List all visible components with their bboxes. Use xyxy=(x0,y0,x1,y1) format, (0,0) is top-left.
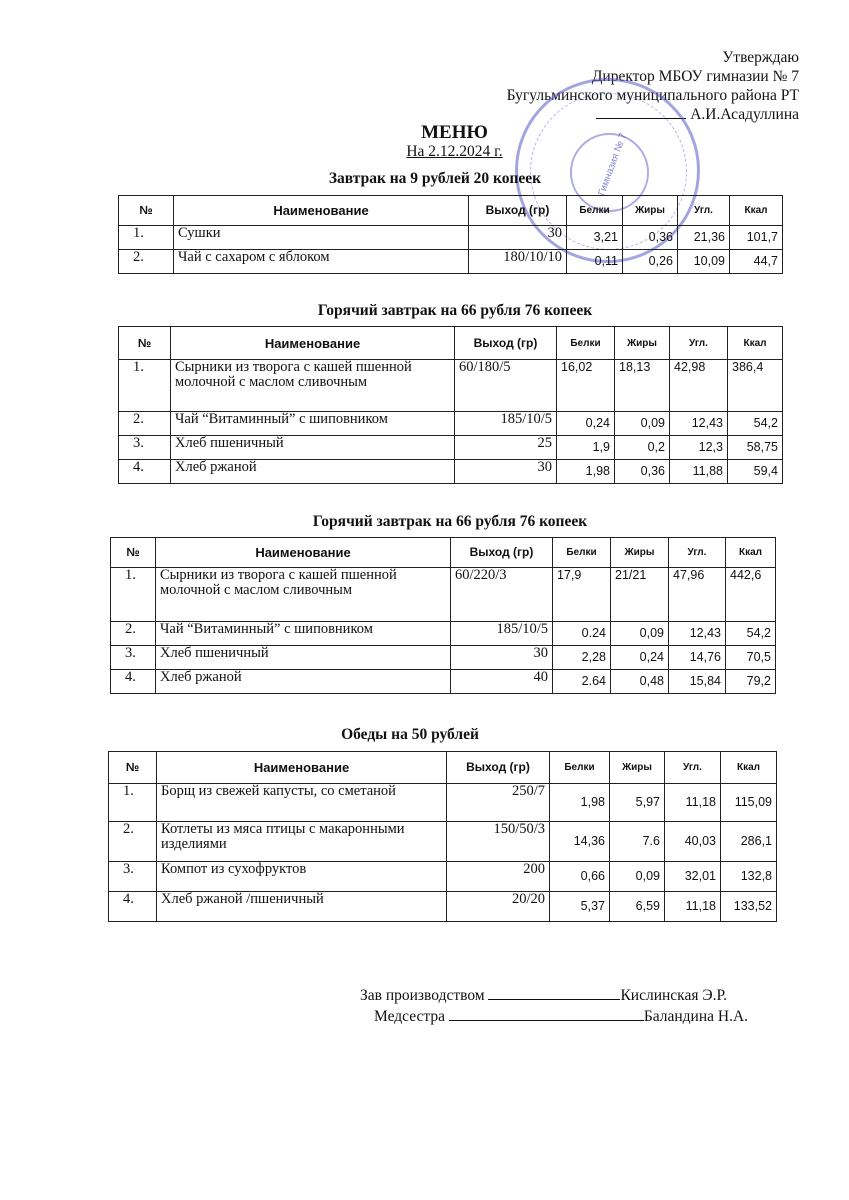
table-row xyxy=(119,360,783,412)
row-kcal: 58,75 xyxy=(728,436,783,460)
menu-title: МЕНЮ xyxy=(421,122,488,143)
row-kcal: 286,1 xyxy=(721,822,777,862)
row-kcal: 101,7 xyxy=(730,226,783,250)
table-header-row xyxy=(111,538,776,568)
row-protein: 1,9 xyxy=(557,436,615,460)
row-protein: 1,98 xyxy=(557,460,615,484)
menu-table-hot-breakfast-1 xyxy=(118,326,783,484)
table-row xyxy=(111,670,776,694)
row-fat: 6,59 xyxy=(610,892,665,922)
table-row xyxy=(119,412,783,436)
row-output: 185/10/5 xyxy=(451,622,553,646)
signature-name: Баландина Н.А. xyxy=(643,1008,749,1025)
row-carbs: 12,43 xyxy=(669,622,726,646)
row-protein: 2,28 xyxy=(553,646,611,670)
menu-date: На 2.12.2024 г. xyxy=(406,143,503,160)
header-carbs: Угл. xyxy=(678,196,730,226)
row-name: Хлеб пшеничный xyxy=(171,436,455,460)
row-protein: 14,36 xyxy=(550,822,610,862)
header-fat: Жиры xyxy=(610,752,665,784)
row-name: Сырники из творога с кашей пшенной молочной с маслом сливочным xyxy=(156,568,451,622)
row-carbs: 12,3 xyxy=(670,436,728,460)
row-kcal: 44,7 xyxy=(730,250,783,274)
row-fat: 7.6 xyxy=(610,822,665,862)
row-output: 30 xyxy=(451,646,553,670)
row-name: Компот из сухофруктов xyxy=(157,862,447,892)
header-output: Выход (гр) xyxy=(451,538,553,568)
header-carbs: Угл. xyxy=(669,538,726,568)
row-output: 60/220/3 xyxy=(451,568,553,622)
row-no: 2. xyxy=(111,622,156,646)
row-no: 1. xyxy=(109,784,157,822)
row-no: 3. xyxy=(119,436,171,460)
row-no: 4. xyxy=(109,892,157,922)
row-name: Сушки xyxy=(174,226,469,250)
header-name: Наименование xyxy=(174,196,469,226)
row-carbs: 14,76 xyxy=(669,646,726,670)
table-row xyxy=(109,862,777,892)
row-no: 1. xyxy=(119,226,174,250)
header-output: Выход (гр) xyxy=(469,196,567,226)
header-kcal: Ккал xyxy=(728,327,783,360)
menu-table-lunch xyxy=(108,751,777,922)
row-name: Котлеты из мяса птицы с макаронными изделиями xyxy=(157,822,447,862)
row-no: 2. xyxy=(119,250,174,274)
row-name: Чай “Витаминный” с шиповником xyxy=(156,622,451,646)
row-carbs: 47,96 xyxy=(669,568,726,622)
row-fat: 0,48 xyxy=(611,670,669,694)
signature-role: Медсестра xyxy=(374,1008,445,1025)
signature-line xyxy=(449,1006,644,1021)
header-protein: Белки xyxy=(567,196,623,226)
row-protein: 0,24 xyxy=(557,412,615,436)
row-carbs: 11,88 xyxy=(670,460,728,484)
row-carbs: 32,01 xyxy=(665,862,721,892)
table-header-row xyxy=(119,196,783,226)
row-kcal: 70,5 xyxy=(726,646,776,670)
header-carbs: Угл. xyxy=(670,327,728,360)
table-row xyxy=(111,568,776,622)
row-fat: 0,09 xyxy=(615,412,670,436)
row-output: 20/20 xyxy=(447,892,550,922)
section-title-breakfast: Завтрак на 9 рублей 20 копеек xyxy=(328,170,542,187)
approval-line-1: Утверждаю xyxy=(722,49,799,66)
row-name: Хлеб ржаной /пшеничный xyxy=(157,892,447,922)
table-row xyxy=(119,436,783,460)
row-protein: 16,02 xyxy=(557,360,615,412)
table-row xyxy=(111,646,776,670)
row-fat: 21/21 xyxy=(611,568,669,622)
table-row xyxy=(111,622,776,646)
row-carbs: 42,98 xyxy=(670,360,728,412)
signatures-block xyxy=(360,985,748,1027)
section-title-lunch: Обеды на 50 рублей xyxy=(341,726,479,743)
table-row xyxy=(119,226,783,250)
row-kcal: 132,8 xyxy=(721,862,777,892)
signature-row-production xyxy=(360,985,748,1006)
director-name: А.И.Асадуллина xyxy=(690,106,799,123)
row-kcal: 54,2 xyxy=(728,412,783,436)
header-name: Наименование xyxy=(171,327,455,360)
row-fat: 0,24 xyxy=(611,646,669,670)
table-row xyxy=(119,250,783,274)
row-carbs: 10,09 xyxy=(678,250,730,274)
row-output: 200 xyxy=(447,862,550,892)
header-name: Наименование xyxy=(157,752,447,784)
row-protein: 5,37 xyxy=(550,892,610,922)
signature-line xyxy=(488,985,620,1000)
header-fat: Жиры xyxy=(623,196,678,226)
row-kcal: 54,2 xyxy=(726,622,776,646)
signature-role: Зав производством xyxy=(360,987,485,1004)
row-protein: 2.64 xyxy=(553,670,611,694)
row-fat: 0,2 xyxy=(615,436,670,460)
header-name: Наименование xyxy=(156,538,451,568)
row-no: 4. xyxy=(119,460,171,484)
header-output: Выход (гр) xyxy=(455,327,557,360)
row-carbs: 11,18 xyxy=(665,892,721,922)
row-kcal: 79,2 xyxy=(726,670,776,694)
table-row xyxy=(109,784,777,822)
header-no: № xyxy=(119,196,174,226)
row-kcal: 115,09 xyxy=(721,784,777,822)
row-kcal: 442,6 xyxy=(726,568,776,622)
approval-line-2: Директор МБОУ гимназии № 7 xyxy=(591,68,799,85)
row-name: Чай “Витаминный” с шиповником xyxy=(171,412,455,436)
table-row xyxy=(109,892,777,922)
row-fat: 18,13 xyxy=(615,360,670,412)
header-kcal: Ккал xyxy=(721,752,777,784)
row-no: 2. xyxy=(109,822,157,862)
row-output: 250/7 xyxy=(447,784,550,822)
row-output: 150/50/3 xyxy=(447,822,550,862)
header-fat: Жиры xyxy=(611,538,669,568)
header-protein: Белки xyxy=(557,327,615,360)
row-fat: 0,09 xyxy=(611,622,669,646)
signature-row-nurse xyxy=(360,1006,748,1027)
row-output: 180/10/10 xyxy=(469,250,567,274)
row-name: Сырники из творога с кашей пшенной молочной с маслом сливочным xyxy=(171,360,455,412)
header-kcal: Ккал xyxy=(730,196,783,226)
row-protein: 3,21 xyxy=(567,226,623,250)
header-no: № xyxy=(119,327,171,360)
section-title-hot-breakfast-2: Горячий завтрак на 66 рубля 76 копеек xyxy=(312,513,588,530)
row-protein: 0.24 xyxy=(553,622,611,646)
row-kcal: 133,52 xyxy=(721,892,777,922)
table-row xyxy=(119,460,783,484)
row-carbs: 21,36 xyxy=(678,226,730,250)
row-kcal: 386,4 xyxy=(728,360,783,412)
row-carbs: 12,43 xyxy=(670,412,728,436)
row-output: 30 xyxy=(469,226,567,250)
row-protein: 0,66 xyxy=(550,862,610,892)
row-kcal: 59,4 xyxy=(728,460,783,484)
row-no: 1. xyxy=(119,360,171,412)
row-no: 2. xyxy=(119,412,171,436)
row-name: Хлеб ржаной xyxy=(156,670,451,694)
row-name: Борщ из свежей капусты, со сметаной xyxy=(157,784,447,822)
row-no: 3. xyxy=(111,646,156,670)
header-protein: Белки xyxy=(553,538,611,568)
row-output: 30 xyxy=(455,460,557,484)
header-no: № xyxy=(109,752,157,784)
row-fat: 5,97 xyxy=(610,784,665,822)
row-fat: 0,36 xyxy=(615,460,670,484)
row-fat: 0,36 xyxy=(623,226,678,250)
row-protein: 17,9 xyxy=(553,568,611,622)
row-output: 25 xyxy=(455,436,557,460)
stamp-text: Гимназия № 7 xyxy=(596,131,630,198)
row-name: Хлеб пшеничный xyxy=(156,646,451,670)
row-name: Хлеб ржаной xyxy=(171,460,455,484)
row-output: 60/180/5 xyxy=(455,360,557,412)
row-protein: 1,98 xyxy=(550,784,610,822)
row-name: Чай с сахаром с яблоком xyxy=(174,250,469,274)
row-no: 3. xyxy=(109,862,157,892)
header-no: № xyxy=(111,538,156,568)
header-protein: Белки xyxy=(550,752,610,784)
section-title-hot-breakfast-1: Горячий завтрак на 66 рубля 76 копеек xyxy=(317,302,593,319)
header-fat: Жиры xyxy=(615,327,670,360)
row-output: 185/10/5 xyxy=(455,412,557,436)
row-no: 4. xyxy=(111,670,156,694)
signature-name: Кислинская Э.Р. xyxy=(620,987,728,1004)
table-header-row xyxy=(119,327,783,360)
row-protein: 0,11 xyxy=(567,250,623,274)
header-carbs: Угл. xyxy=(665,752,721,784)
row-output: 40 xyxy=(451,670,553,694)
row-no: 1. xyxy=(111,568,156,622)
table-row xyxy=(109,822,777,862)
header-kcal: Ккал xyxy=(726,538,776,568)
approval-line-3: Бугульминского муниципального района РТ xyxy=(506,87,799,104)
row-carbs: 11,18 xyxy=(665,784,721,822)
header-output: Выход (гр) xyxy=(447,752,550,784)
row-carbs: 40,03 xyxy=(665,822,721,862)
menu-table-breakfast xyxy=(118,195,783,274)
table-header-row xyxy=(109,752,777,784)
row-fat: 0,26 xyxy=(623,250,678,274)
row-fat: 0,09 xyxy=(610,862,665,892)
menu-table-hot-breakfast-2 xyxy=(110,537,776,694)
row-carbs: 15,84 xyxy=(669,670,726,694)
